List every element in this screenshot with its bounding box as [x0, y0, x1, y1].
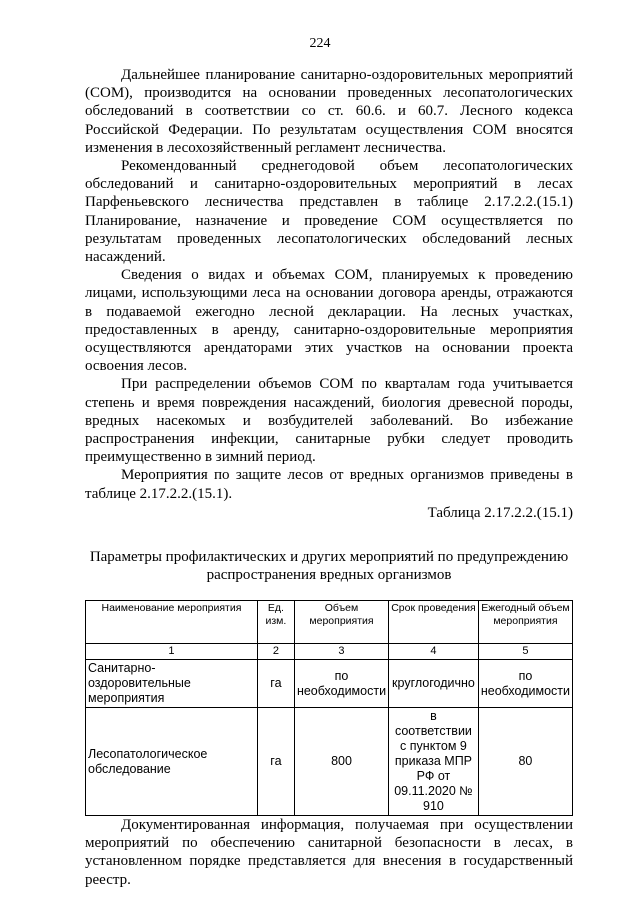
table-header-cell: Наименование мероприятия	[86, 601, 258, 644]
column-number-cell: 3	[294, 644, 388, 660]
table-cell: 800	[294, 708, 388, 816]
table-row	[86, 660, 573, 708]
paragraph: Сведения о видах и объемах СОМ, планируемых к проведению лицами, использующими леса на основании договора аренды, отражаются в подаваемой ежегодно лесной декларации. На лесных участках, предоставленных в аренду, санитарно-оздоровительные мероприятия осуществляются арендаторами этих участков на основании проекта освоения лесов.	[85, 267, 573, 375]
page-number: 224	[309, 36, 331, 51]
table-cell: по необходимости	[294, 660, 388, 708]
table-column-numbers-row	[86, 644, 573, 660]
paragraph: Мероприятия по защите лесов от вредных организмов приведены в таблице 2.17.2.2.(15.1).	[85, 467, 573, 502]
column-number-cell: 4	[389, 644, 479, 660]
table-header-cell: Срок проведения	[389, 601, 479, 644]
table-caption: Таблица 2.17.2.2.(15.1)	[427, 504, 573, 521]
paragraph: При распределении объемов СОМ по кварталам года учитывается степень и время повреждения насаждений, биология древесной породы, вредных насекомых и возбудителей заболеваний. Во избежание распространения инфекции, санитарные рубки следует проводить преимущественно в зимний период.	[85, 376, 573, 466]
table-cell: га	[257, 708, 294, 816]
table-cell: га	[257, 660, 294, 708]
table-cell: по необходимости	[478, 660, 572, 708]
measures-table	[85, 600, 573, 816]
table-cell: 80	[478, 708, 572, 816]
column-number-cell: 2	[257, 644, 294, 660]
table-header-cell: Ежегодный объем мероприятия	[478, 601, 572, 644]
table-row	[86, 708, 573, 816]
table-header-row	[86, 601, 573, 644]
paragraph: Документированная информация, получаемая при осуществлении мероприятий по обеспечению санитарной безопасности в лесах, в установленном порядке представляется для внесения в государственный реестр.	[85, 817, 573, 888]
document-body	[85, 66, 573, 889]
table-title: Параметры профилактических и других мероприятий по предупреждению распространения вредных организмов	[89, 549, 569, 584]
table-header-cell: Ед. изм.	[257, 601, 294, 644]
table-cell: в соответствии с пунктом 9 приказа МПР РФ от 09.11.2020 № 910	[389, 708, 479, 816]
column-number-cell: 5	[478, 644, 572, 660]
paragraph: Дальнейшее планирование санитарно-оздоровительных мероприятий (СОМ), производится на основании проведенных лесопатологических обследований в соответствии со ст. 60.6. и 60.7. Лесного кодекса Российской Федерации. По результатам осуществления СОМ вносятся изменения в лесохозяйственный регламент лесничества.	[85, 67, 573, 156]
table-header-cell: Объем мероприятия	[294, 601, 388, 644]
table-cell: Лесопатологическое обследование	[86, 708, 258, 816]
paragraph: Рекомендованный среднегодовой объем лесопатологических обследований и санитарно-оздоровительных мероприятий в лесах Парфеньевского лесничества представлен в таблице 2.17.2.2.(15.1) Планирование, назначение и проведение СОМ осуществляется по результатам проведенных лесопатологических обследований лесных насаждений.	[85, 158, 573, 266]
column-number-cell: 1	[86, 644, 258, 660]
table-cell: круглогодично	[389, 660, 479, 708]
table-cell: Санитарно-оздоровительные мероприятия	[86, 660, 258, 708]
